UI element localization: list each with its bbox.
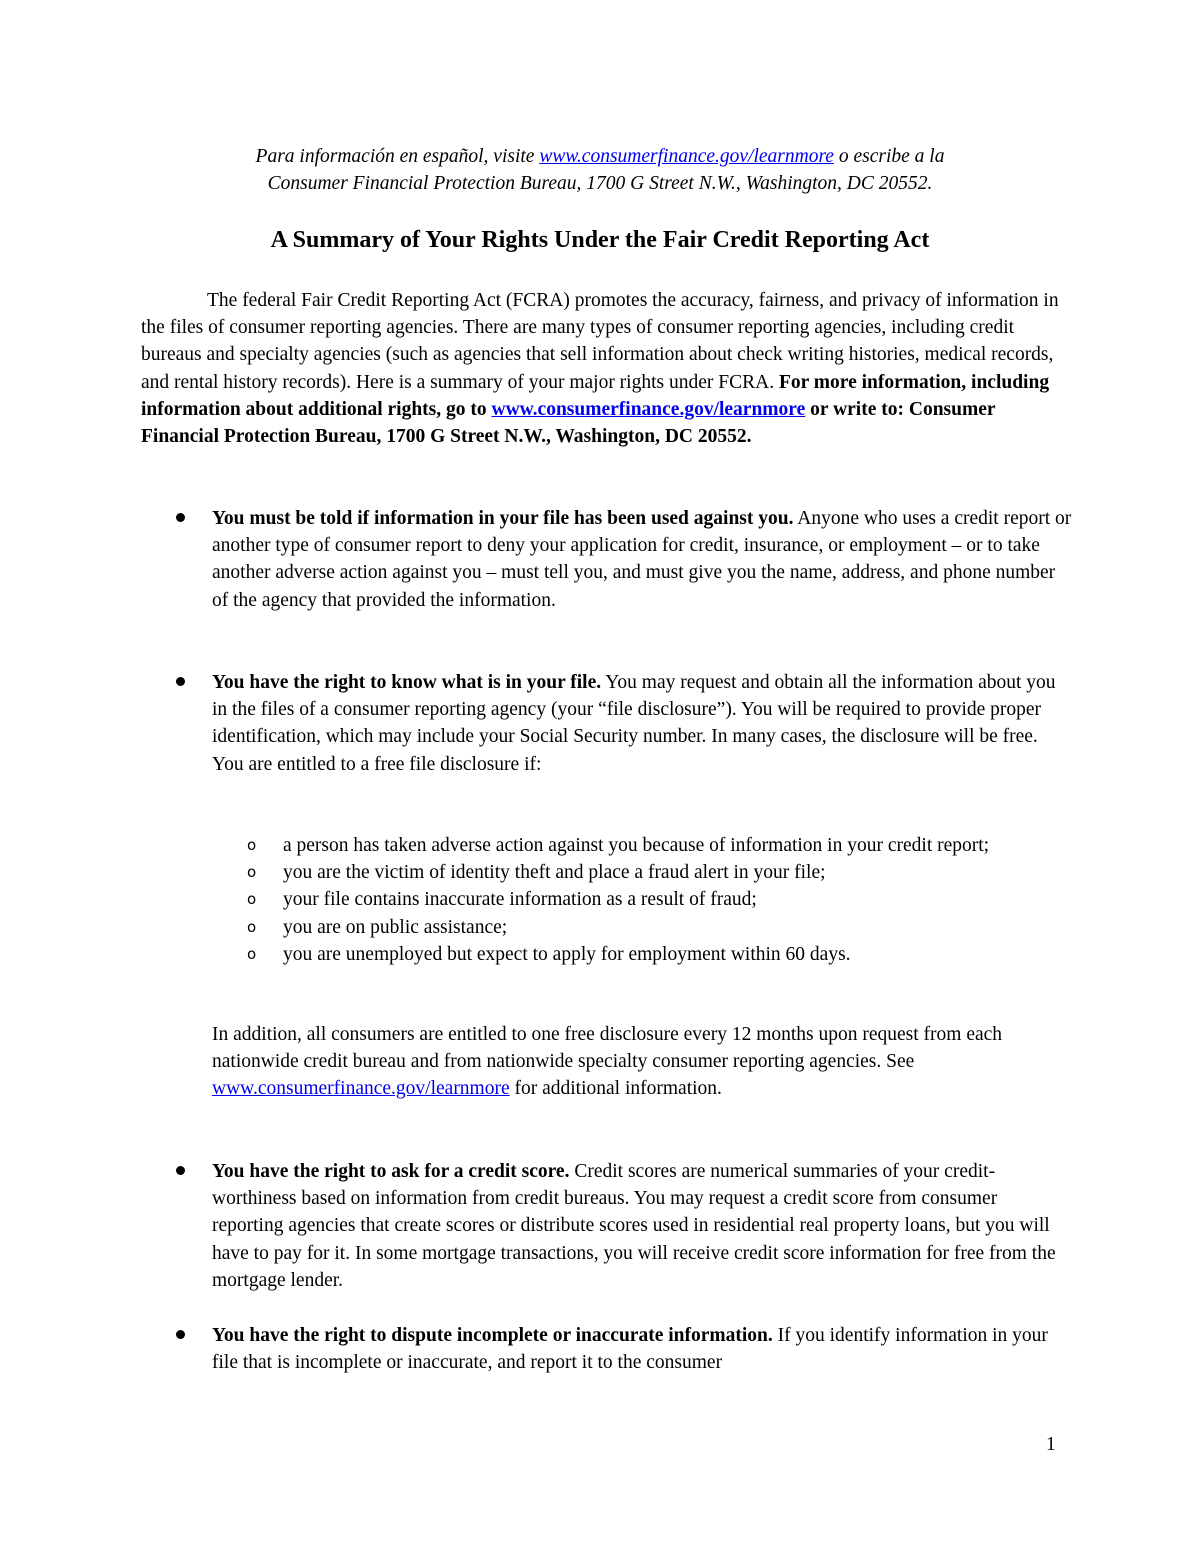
annual-free-disclosure-paragraph	[212, 1021, 1012, 1103]
list-item-text: your file contains inaccurate information as a result of fraud;	[283, 889, 757, 911]
bullet-marker	[176, 1158, 188, 1170]
bullet-marker	[176, 505, 188, 517]
document-title: A Summary of Your Rights Under the Fair Credit Reporting Act	[270, 227, 930, 253]
list-item-text: you are the victim of identity theft and place a fraud alert in your file;	[283, 862, 826, 884]
bullet-heading: You have the right to dispute incomplete or inaccurate information.	[212, 1325, 773, 1346]
list-item-text: you are on public assistance;	[283, 916, 508, 938]
addition-text-post: for additional information.	[509, 1078, 722, 1100]
bullet-body: Credit scores are numerical summaries of your credit-worthiness based on information from credit bureaus. You may request a credit score from consumer reporting agencies that create scores or distribute scores used in residential real property loans, but you will have to pay for it. In some mortgage transactions, you will receive credit score information for free from the mortgage lender.	[212, 1161, 1056, 1291]
circle-bullet-icon: o	[247, 917, 257, 936]
bullet-heading: You have the right to know what is in your file.	[212, 672, 602, 693]
spanish-info-note	[140, 143, 1060, 197]
list-item	[212, 886, 1072, 913]
addition-text: In addition, all consumers are entitled to one free disclosure every 12 months upon request from each nationwide credit bureau and from nationwide specialty consumer reporting agencies. See	[212, 1024, 1003, 1073]
right-told-if-used-against	[212, 505, 1072, 614]
circle-bullet-icon: o	[247, 890, 257, 909]
list-item	[212, 914, 1072, 941]
list-item	[212, 941, 1072, 968]
bullet-heading: You have the right to ask for a credit score.	[212, 1161, 570, 1182]
list-item	[212, 832, 1072, 859]
right-to-know-file	[212, 669, 1072, 778]
list-item	[212, 859, 1072, 886]
free-disclosure-conditions	[212, 832, 1072, 968]
spanish-note-address: Consumer Financial Protection Bureau, 1700 G Street N.W., Washington, DC 20552.	[267, 173, 933, 194]
circle-bullet-icon: o	[247, 944, 257, 963]
list-item-text: a person has taken adverse action against you because of information in your credit report;	[283, 835, 990, 856]
spanish-note-text: Para información en español, visite	[255, 146, 540, 167]
bullet-body: Anyone who uses a credit report or another type of consumer report to deny your application for credit, insurance, or employment – or to take another adverse action against you – must tell you, and must give you the name, address, and phone number of the agency that provided the information.	[212, 508, 1072, 611]
bullet-marker	[176, 669, 188, 681]
right-to-credit-score	[212, 1158, 1072, 1294]
circle-bullet-icon: o	[247, 836, 257, 854]
right-to-dispute	[212, 1322, 1072, 1376]
bullet-marker	[176, 1322, 188, 1334]
intro-text: The federal Fair Credit Reporting Act (FCRA) promotes the accuracy, fairness, and privacy of information in the files of consumer reporting agencies. There are many types of consumer reporting agencies, including credit bureaus and specialty agencies (such as agencies that sell information about check writing histories, medical records, and rental history records). Here is a summary of your major rights under FCRA.	[141, 290, 1059, 393]
spanish-learnmore-link[interactable]: www.consumerfinance.gov/learnmore	[539, 146, 834, 167]
page-number: 1	[1046, 1434, 1056, 1455]
intro-learnmore-link[interactable]: www.consumerfinance.gov/learnmore	[491, 398, 806, 420]
bullet-body: If you identify information in your file that is incomplete or inaccurate, and report it to the consumer	[212, 1325, 1048, 1374]
circle-bullet-icon: o	[247, 863, 257, 882]
intro-paragraph	[141, 287, 1066, 450]
bullet-heading: You must be told if information in your file has been used against you.	[212, 508, 794, 529]
bullet-body: You may request and obtain all the information about you in the files of a consumer reporting agency (your “file disclosure”). You will be required to provide proper identification, which may include your Social Security number. In many cases, the disclosure will be free. You are entitled to a free file disclosure if:	[212, 672, 1056, 775]
spanish-note-text-post: o escribe a la	[833, 146, 945, 167]
intro-address-text: or write to: Consumer Financial Protection Bureau, 1700 G Street N.W., Washington, DC 20552.	[141, 398, 996, 448]
addition-learnmore-link[interactable]: www.consumerfinance.gov/learnmore	[212, 1078, 510, 1100]
list-item-text: you are unemployed but expect to apply for employment within 60 days.	[283, 943, 851, 965]
intro-more-info-text: For more information, including information about additional rights, go to	[141, 371, 1050, 420]
